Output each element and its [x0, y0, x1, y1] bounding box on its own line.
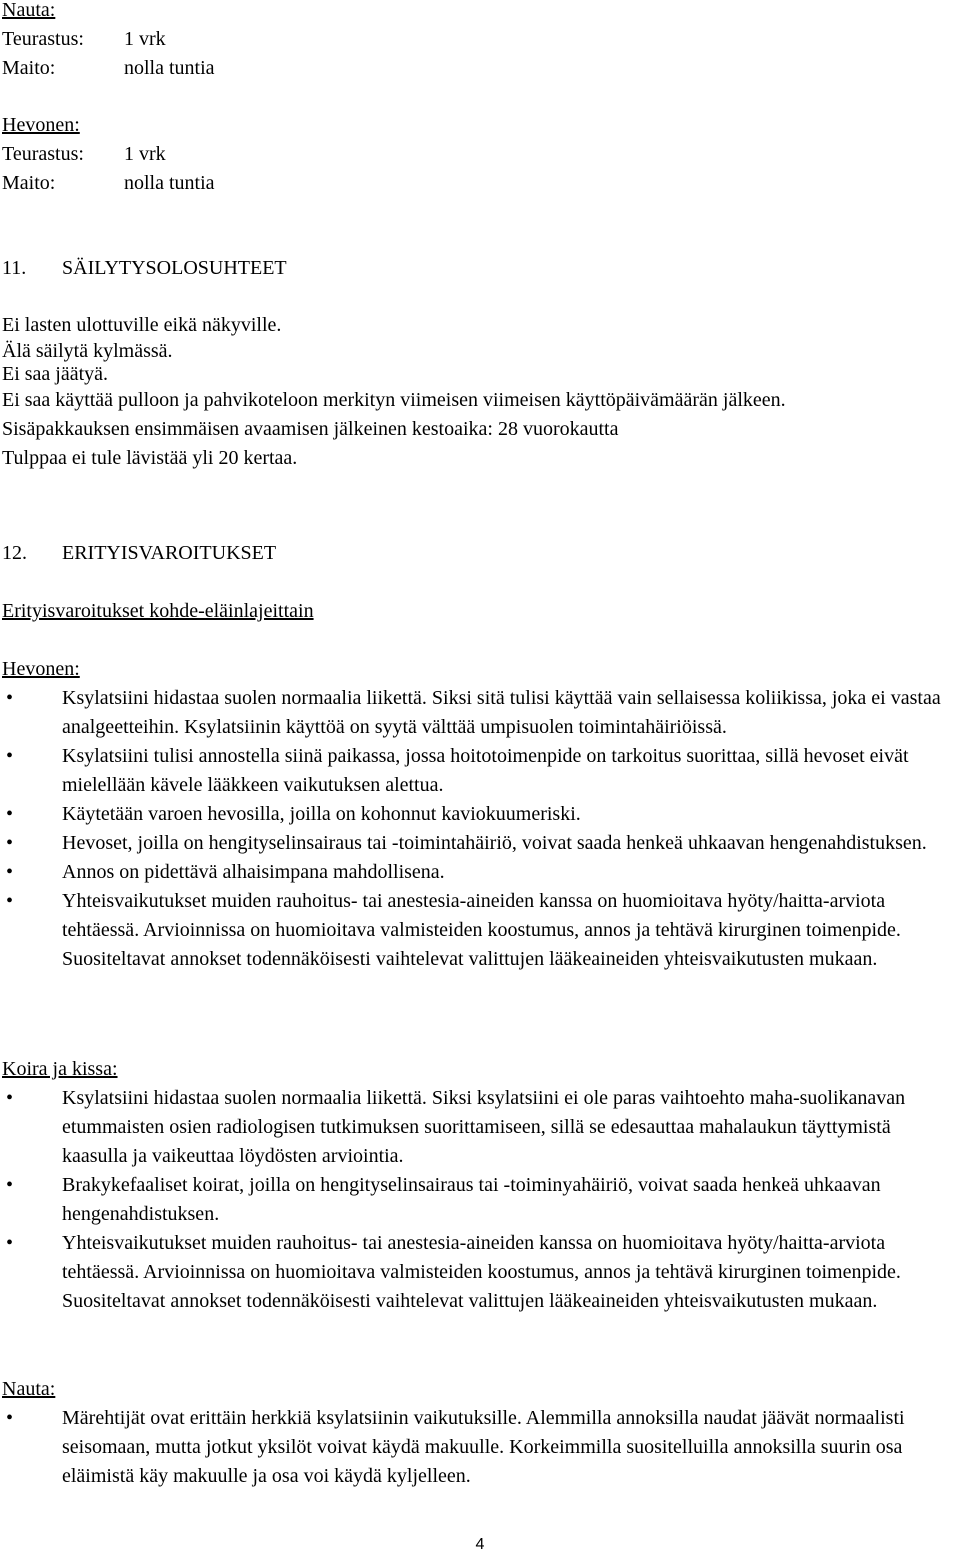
storage-conditions: [2, 312, 957, 473]
list-item: [2, 1404, 957, 1491]
storage-line: Älä säilytä kylmässä.: [2, 340, 173, 362]
list-item-text: Ksylatsiini tulisi annostella siinä paikassa, jossa hoitotoimenpide on tarkoitus suorittaa, sillä hevoset eivät mielellään kävele lääkkeen vaikutuksen alettua.: [62, 745, 909, 796]
section-11-heading: [2, 254, 957, 283]
koira-kissa-warnings: [2, 1055, 957, 1316]
bullet-icon: •: [6, 745, 14, 767]
special-warnings-subtitle: Erityisvaroitukset kohde-eläinlajeittain: [2, 600, 314, 622]
section-12-heading: [2, 539, 957, 568]
withdrawal-value: 1 vrk: [124, 143, 166, 165]
list-item: [2, 684, 957, 742]
section-title: ERITYISVAROITUKSET: [62, 542, 277, 564]
list-item: [2, 829, 957, 858]
storage-line: Ei saa jäätyä.: [2, 363, 109, 385]
section-number: 12.: [2, 542, 27, 564]
list-item: [2, 1229, 957, 1316]
hevonen-bullet-list: [2, 684, 957, 974]
bullet-icon: •: [6, 1232, 14, 1254]
list-item: [2, 887, 957, 974]
page-number: 4: [475, 1536, 485, 1553]
withdrawal-row-slaughter: [2, 25, 957, 54]
storage-line: Sisäpakkauksen ensimmäisen avaamisen jälkeinen kestoaika: 28 vuorokautta: [2, 418, 619, 440]
bullet-icon: •: [6, 1174, 14, 1196]
storage-line: Ei lasten ulottuville eikä näkyville.: [2, 314, 282, 336]
nauta-bullet-list: [2, 1404, 957, 1491]
bullet-icon: •: [6, 687, 14, 709]
list-item: [2, 1084, 957, 1171]
hevonen-withdrawal-block: [2, 111, 957, 198]
nauta-heading: Nauta:: [2, 0, 56, 21]
nauta-heading: Nauta:: [2, 1378, 56, 1400]
nauta-withdrawal-block: [2, 0, 957, 83]
list-item-text: Käytetään varoen hevosilla, joilla on kohonnut kaviokuumeriski.: [62, 803, 581, 825]
hevonen-heading: Hevonen:: [2, 114, 80, 136]
koira-kissa-bullet-list: [2, 1084, 957, 1316]
list-item-text: Märehtijät ovat erittäin herkkiä ksylatsiinin vaikutuksille. Alemmilla annoksilla naudat jäävät normaalisti seisomaan, mutta jotkut yksilöt voivat käydä makuulle. Korkeimmilla suositelluilla annoksilla suurin osa eläimistä käy makuulle ja osa voi käydä kyljelleen.: [62, 1407, 905, 1487]
list-item-text: Brakykefaaliset koirat, joilla on hengityselinsairaus tai -toiminyahäiriö, voivat saada henkeä uhkaavan hengenahdistuksen.: [62, 1174, 881, 1225]
list-item: [2, 800, 957, 829]
list-item: [2, 742, 957, 800]
koira-kissa-heading: Koira ja kissa:: [2, 1058, 118, 1080]
hevonen-heading: Hevonen:: [2, 658, 80, 680]
list-item-text: Ksylatsiini hidastaa suolen normaalia liikettä. Siksi ksylatsiini ei ole paras vaihtoehto maha-suolikanavan etummaisten osien radiologisen tutkimuksen suorittamiseen, sillä se edesauttaa mahalaukun täyttymistä kaasulla ja vaikeuttaa löydösten arviointia.: [62, 1087, 906, 1167]
withdrawal-row-milk: [2, 54, 957, 83]
section-number: 11.: [2, 257, 27, 279]
bullet-icon: •: [6, 1087, 14, 1109]
bullet-icon: •: [6, 803, 14, 825]
withdrawal-row-milk: [2, 169, 957, 198]
storage-line: Ei saa käyttää pulloon ja pahvikoteloon merkityn viimeisen viimeisen käyttöpäivämäärän jälkeen.: [2, 389, 786, 411]
withdrawal-key: Maito:: [2, 172, 56, 194]
list-item-text: Annos on pidettävä alhaisimpana mahdollisena.: [62, 861, 445, 883]
withdrawal-value: nolla tuntia: [124, 172, 215, 194]
bullet-icon: •: [6, 890, 14, 912]
list-item: [2, 1171, 957, 1229]
withdrawal-key: Maito:: [2, 57, 56, 79]
withdrawal-key: Teurastus:: [2, 28, 84, 50]
section-title: SÄILYTYSOLOSUHTEET: [62, 257, 287, 279]
list-item-text: Ksylatsiini hidastaa suolen normaalia liikettä. Siksi sitä tulisi käyttää vain sellaisessa koliikissa, joka ei vastaa analgeetteihin. Ksylatsiinin käyttöä on syytä välttää umpisuolen toimintahäiriöissä.: [62, 687, 941, 738]
list-item-text: Yhteisvaikutukset muiden rauhoitus- tai anestesia-aineiden kanssa on huomioitava hyöty/haitta-arviota tehtäessä. Arvioinnissa on huomioitava valmisteiden koostumus, annos ja tehtävä kirurginen toimenpide. Suositeltavat annokset todennäköisesti vaihtelevat valittujen lääkeaineiden yhteisvaikutusten mukaan.: [62, 1232, 901, 1312]
withdrawal-value: 1 vrk: [124, 28, 166, 50]
list-item-text: Hevoset, joilla on hengityselinsairaus tai -toimintahäiriö, voivat saada henkeä uhkaavan hengenahdistuksen.: [62, 832, 927, 854]
list-item-text: Yhteisvaikutukset muiden rauhoitus- tai anestesia-aineiden kanssa on huomioitava hyöty/haitta-arviota tehtäessä. Arvioinnissa on huomioitava valmisteiden koostumus, annos ja tehtävä kirurginen toimenpide. Suositeltavat annokset todennäköisesti vaihtelevat valittujen lääkeaineiden yhteisvaikutusten mukaan.: [62, 890, 901, 970]
hevonen-warnings: [2, 655, 957, 974]
bullet-icon: •: [6, 832, 14, 854]
list-item: [2, 858, 957, 887]
storage-line: Tulppaa ei tule lävistää yli 20 kertaa.: [2, 447, 298, 469]
withdrawal-value: nolla tuntia: [124, 57, 215, 79]
withdrawal-key: Teurastus:: [2, 143, 84, 165]
bullet-icon: •: [6, 1407, 14, 1429]
withdrawal-row-slaughter: [2, 140, 957, 169]
nauta-warnings: [2, 1375, 957, 1491]
bullet-icon: •: [6, 861, 14, 883]
